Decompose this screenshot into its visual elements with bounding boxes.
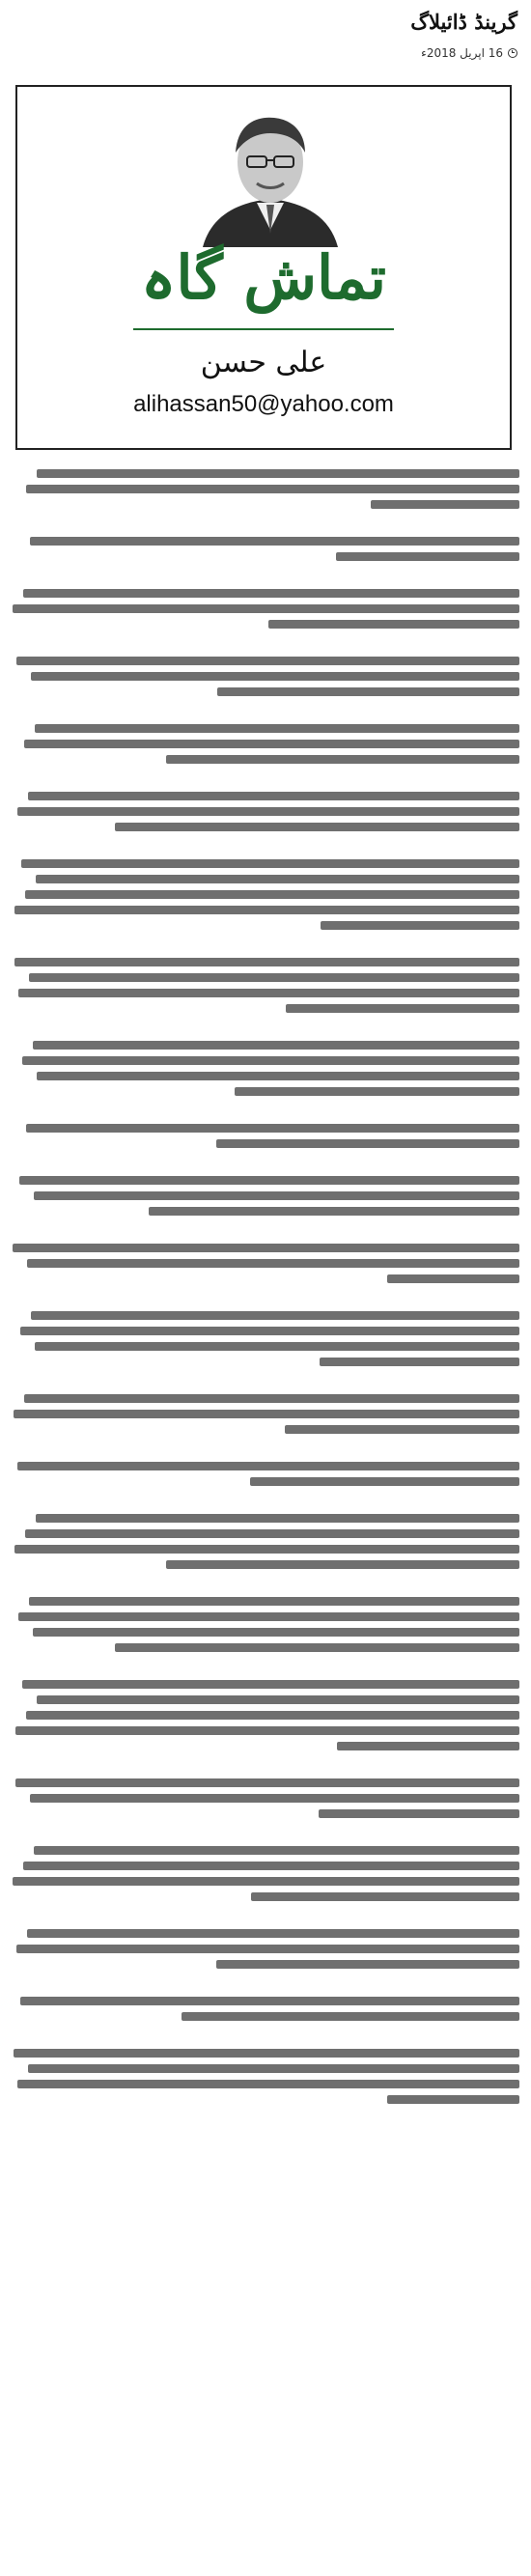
text-line-placeholder: [37, 1072, 519, 1080]
article-paragraph: [12, 792, 519, 838]
text-line-placeholder: [34, 1191, 519, 1200]
text-line-placeholder: [217, 687, 519, 696]
text-line-placeholder: [13, 1877, 519, 1886]
text-line-placeholder: [216, 1960, 519, 1969]
article-header: [14, 10, 517, 70]
article-paragraph: [12, 1846, 519, 1908]
text-line-placeholder: [30, 1794, 519, 1803]
article-paragraph: [12, 2049, 519, 2111]
text-line-placeholder: [37, 1695, 519, 1704]
text-line-placeholder: [27, 1929, 519, 1938]
column-banner: [15, 85, 512, 450]
author-portrait: [174, 102, 367, 247]
article-date: 16 اپریل 2018ء: [421, 46, 503, 60]
text-line-placeholder: [336, 552, 519, 561]
text-line-placeholder: [19, 1176, 519, 1185]
text-line-placeholder: [371, 500, 519, 509]
article-paragraph: [12, 1394, 519, 1441]
text-line-placeholder: [23, 1862, 519, 1870]
clock-icon: [508, 48, 517, 58]
text-line-placeholder: [28, 2064, 519, 2073]
text-line-placeholder: [14, 1410, 519, 1418]
article-paragraph: [12, 589, 519, 635]
text-line-placeholder: [36, 875, 519, 883]
text-line-placeholder: [14, 1545, 519, 1554]
text-line-placeholder: [285, 1425, 519, 1434]
article-dateline: [421, 46, 517, 60]
text-line-placeholder: [21, 859, 519, 868]
article-paragraph: [12, 469, 519, 516]
article-paragraph: [12, 1929, 519, 1975]
column-name: تماش گاہ: [141, 242, 386, 313]
article-paragraph: [12, 1597, 519, 1659]
text-line-placeholder: [22, 1680, 519, 1689]
text-line-placeholder: [26, 1124, 519, 1133]
article-paragraph: [12, 1514, 519, 1576]
text-line-placeholder: [268, 620, 519, 629]
text-line-placeholder: [17, 807, 519, 816]
text-line-placeholder: [18, 989, 519, 997]
article-paragraph: [12, 1462, 519, 1493]
text-line-placeholder: [26, 485, 519, 493]
article-paragraph: [12, 537, 519, 568]
text-line-placeholder: [33, 1041, 519, 1050]
text-line-placeholder: [387, 2095, 519, 2104]
text-line-placeholder: [15, 1726, 519, 1735]
text-line-placeholder: [235, 1087, 519, 1096]
column-rule: [133, 328, 394, 330]
text-line-placeholder: [14, 906, 519, 914]
text-line-placeholder: [36, 1514, 519, 1523]
text-line-placeholder: [17, 2080, 519, 2088]
text-line-placeholder: [251, 1892, 519, 1901]
text-line-placeholder: [20, 1327, 519, 1335]
article-paragraph: [12, 958, 519, 1020]
text-line-placeholder: [115, 823, 519, 831]
text-line-placeholder: [26, 1711, 519, 1720]
text-line-placeholder: [20, 1997, 519, 2005]
text-line-placeholder: [31, 672, 519, 681]
text-line-placeholder: [16, 657, 519, 665]
text-line-placeholder: [216, 1139, 519, 1148]
article-paragraph: [12, 1311, 519, 1373]
text-line-placeholder: [182, 2012, 519, 2021]
article-headline: گرینڈ ڈائیلاگ: [410, 10, 517, 34]
text-line-placeholder: [321, 921, 519, 930]
author-name: علی حسن: [200, 346, 327, 379]
text-line-placeholder: [13, 604, 519, 613]
text-line-placeholder: [14, 958, 519, 966]
text-line-placeholder: [30, 537, 519, 546]
article-paragraph: [12, 1680, 519, 1757]
text-line-placeholder: [13, 1244, 519, 1252]
text-line-placeholder: [149, 1207, 519, 1216]
text-line-placeholder: [31, 1311, 519, 1320]
text-line-placeholder: [24, 740, 519, 748]
text-line-placeholder: [166, 755, 519, 764]
text-line-placeholder: [24, 1394, 519, 1403]
text-line-placeholder: [29, 973, 519, 982]
article-paragraph: [12, 1997, 519, 2028]
text-line-placeholder: [29, 1597, 519, 1606]
text-line-placeholder: [17, 1462, 519, 1470]
article-paragraph: [12, 1041, 519, 1103]
text-line-placeholder: [14, 2049, 519, 2058]
text-line-placeholder: [320, 1358, 519, 1366]
text-line-placeholder: [166, 1560, 519, 1569]
text-line-placeholder: [25, 890, 519, 899]
article-paragraph: [12, 1244, 519, 1290]
article-paragraph: [12, 1124, 519, 1155]
text-line-placeholder: [16, 1945, 519, 1953]
article-paragraph: [12, 859, 519, 937]
text-line-placeholder: [35, 724, 519, 733]
text-line-placeholder: [25, 1529, 519, 1538]
text-line-placeholder: [33, 1628, 519, 1637]
text-line-placeholder: [34, 1846, 519, 1855]
text-line-placeholder: [337, 1742, 519, 1750]
text-line-placeholder: [115, 1643, 519, 1652]
text-line-placeholder: [18, 1612, 519, 1621]
text-line-placeholder: [37, 469, 519, 478]
article-paragraph: [12, 1176, 519, 1222]
text-line-placeholder: [250, 1477, 519, 1486]
text-line-placeholder: [35, 1342, 519, 1351]
article-body: [12, 469, 519, 2564]
text-line-placeholder: [28, 792, 519, 800]
article-paragraph: [12, 1778, 519, 1825]
text-line-placeholder: [319, 1809, 519, 1818]
text-line-placeholder: [286, 1004, 519, 1013]
author-email: alihassan50@yahoo.com: [133, 391, 394, 417]
text-line-placeholder: [22, 1056, 519, 1065]
text-line-placeholder: [27, 1259, 519, 1268]
article-paragraph: [12, 724, 519, 770]
text-line-placeholder: [387, 1274, 519, 1283]
text-line-placeholder: [23, 589, 519, 598]
text-line-placeholder: [15, 1778, 519, 1787]
article-paragraph: [12, 657, 519, 703]
